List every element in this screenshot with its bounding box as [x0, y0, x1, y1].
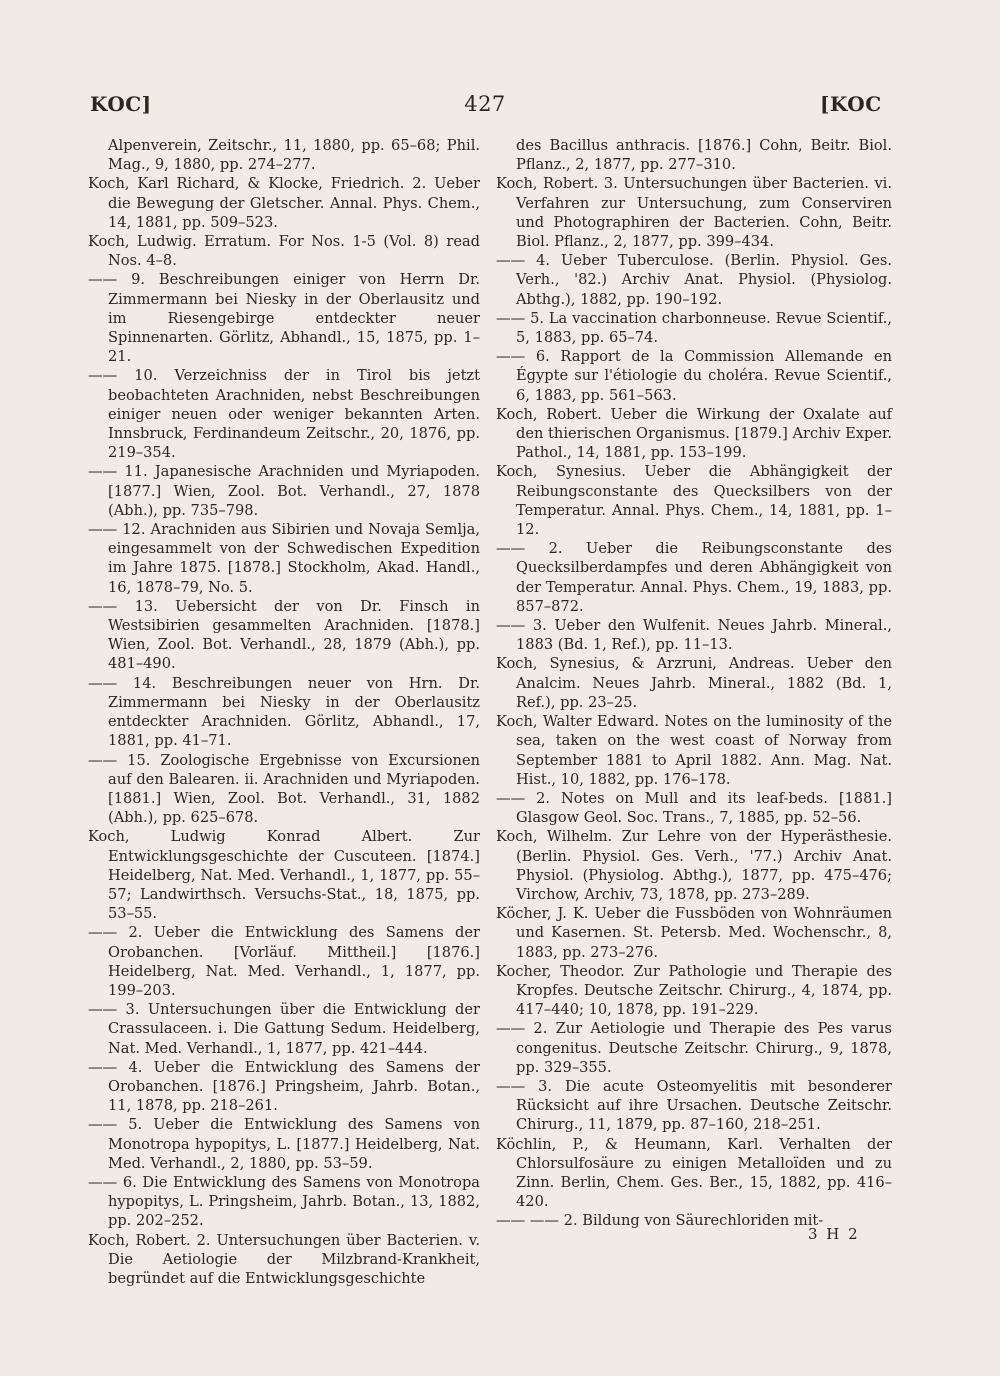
entry: Koch, Robert. 3. Untersuchungen über Bacterien. vi. Verfahren zur Untersuchung, zum Conserviren und Photographiren der Bacterien. Cohn, Beitr. Biol. Pflanz., 2, 1877, pp. 399–434. [496, 175, 892, 251]
entry: —— 5. Ueber die Entwicklung des Samens von Monotropa hypopitys, L. [1877.] Heidelberg, Nat. Med. Verhandl., 2, 1880, pp. 53–59. [88, 1116, 480, 1172]
entry: —— 4. Ueber Tuberculose. (Berlin. Physiol. Ges. Verh., '82.) Archiv Anat. Physiol. (Physiolog. Abthg.), 1882, pp. 190–192. [496, 252, 892, 308]
entry: —— 2. Notes on Mull and its leaf-beds. [1881.] Glasgow Geol. Soc. Trans., 7, 1885, pp. 52–56. [496, 789, 892, 827]
entry: —— 11. Japanesische Arachniden und Myriapoden. [1877.] Wien, Zool. Bot. Verhandl., 27, 1878 (Abh.), pp. 735–798. [88, 463, 480, 519]
entry: Koch, Ludwig. Erratum. For Nos. 1-5 (Vol. 8) read Nos. 4–8. [88, 233, 480, 270]
running-head-right: [KOC [820, 92, 882, 116]
entry: —— 2. Zur Aetiologie und Therapie des Pes varus congenitus. Deutsche Zeitschr. Chirurg., 9, 1878, pp. 329–355. [496, 1020, 892, 1076]
right-column [496, 136, 892, 1231]
entry: —— 6. Rapport de la Commission Allemande en Égypte sur l'étiologie du choléra. Revue Scientif., 6, 1883, pp. 561–563. [496, 348, 892, 404]
entry: Koch, Synesius. Ueber die Abhängigkeit der Reibungsconstante des Quecksilbers von der Temperatur. Annal. Phys. Chem., 14, 1881, pp. 1–12. [496, 463, 892, 539]
entry: —— 2. Ueber die Entwicklung des Samens der Orobanchen. [Vorläuf. Mittheil.] [1876.] Heidelberg, Nat. Med. Verhandl., 1, 1877, pp. 199–203. [88, 924, 480, 999]
entry: —— 14. Beschreibungen neuer von Hrn. Dr. Zimmermann bei Niesky in der Oberlausitz entdeckter Arachniden. Görlitz, Abhandl., 17, 1881, pp. 41–71. [88, 674, 480, 750]
entry: Alpenverein, Zeitschr., 11, 1880, pp. 65–68; Phil. Mag., 9, 1880, pp. 274–277. [108, 137, 480, 174]
running-head-left: KOC] [90, 92, 152, 116]
entry: —— 9. Beschreibungen einiger von Herrn Dr. Zimmermann bei Niesky in der Oberlausitz und im Riesengebirge entdeckter neuer Spinnenarten. Görlitz, Abhandl., 15, 1875, pp. 1–21. [88, 271, 480, 366]
entry: Koch, Walter Edward. Notes on the luminosity of the sea, taken on the west coast of Norway from September 1881 to April 1882. Ann. Mag. Nat. Hist., 10, 1882, pp. 176–178. [496, 713, 892, 788]
entry: —— 12. Arachniden aus Sibirien und Novaja Semlja, eingesammelt von der Schwedischen Expedition im Jahre 1875. [1878.] Stockholm, Akad. Handl., 16, 1878–79, No. 5. [88, 521, 480, 596]
entry: —— 6. Die Entwicklung des Samens von Monotropa hypopitys, L. Pringsheim, Jahrb. Botan., 13, 1882, pp. 202–252. [88, 1173, 480, 1230]
entry: —— 4. Ueber die Entwicklung des Samens der Orobanchen. [1876.] Pringsheim, Jahrb. Botan., 11, 1878, pp. 218–261. [88, 1058, 480, 1115]
entry: Kocher, Theodor. Zur Pathologie und Therapie des Kropfes. Deutsche Zeitschr. Chirurg., 4, 1874, pp. 417–440; 10, 1878, pp. 191–229. [496, 962, 892, 1019]
entry: —— 2. Ueber die Reibungsconstante des Quecksilberdampfes und deren Abhängigkeit von der Temperatur. Annal. Phys. Chem., 19, 1883, pp. 857–872. [496, 540, 892, 615]
entry: Köchlin, P., & Heumann, Karl. Verhalten der Chlorsulfosäure zu einigen Metalloïden und zu Zinn. Berlin, Chem. Ges. Ber., 15, 1882, pp. 416–420. [496, 1135, 892, 1211]
entry: —— 13. Uebersicht der von Dr. Finsch in Westsibirien gesammelten Arachniden. [1878.] Wien, Zool. Bot. Verhandl., 28, 1879 (Abh.), pp. 481–490. [88, 597, 480, 673]
entry: des Bacillus anthracis. [1876.] Cohn, Beitr. Biol. Pflanz., 2, 1877, pp. 277–310. [516, 137, 892, 174]
entry: —— —— 2. Bildung von Säurechloriden mit- [496, 1212, 824, 1230]
page-header [0, 92, 1000, 122]
entry: Koch, Karl Richard, & Klocke, Friedrich. 2. Ueber die Bewegung der Gletscher. Annal. Phys. Chem., 14, 1881, pp. 509–523. [88, 175, 480, 231]
left-column [88, 136, 480, 1288]
entry: Koch, Wilhelm. Zur Lehre von der Hyperästhesie. (Berlin. Physiol. Ges. Verh., '77.) Archiv Anat. Physiol. (Physiolog. Abthg.), 1877, pp. 475–476; Virchow, Archiv, 73, 1878, pp. 273–289. [496, 828, 892, 903]
signature-mark: 3 H 2 [808, 1225, 860, 1243]
entry: —— 5. La vaccination charbonneuse. Revue Scientif., 5, 1883, pp. 65–74. [496, 309, 892, 347]
entry: —— 3. Untersuchungen über die Entwicklung der Crassulaceen. i. Die Gattung Sedum. Heidelberg, Nat. Med. Verhandl., 1, 1877, pp. 421–444. [88, 1001, 480, 1057]
entry: Köcher, J. K. Ueber die Fussböden von Wohnräumen und Kasernen. St. Petersb. Med. Wochenschr., 8, 1883, pp. 273–276. [496, 905, 892, 961]
entry: Koch, Synesius, & Arzruni, Andreas. Ueber den Analcim. Neues Jahrb. Mineral., 1882 (Bd. 1, Ref.), pp. 23–25. [496, 655, 892, 711]
entry: —— 3. Ueber den Wulfenit. Neues Jahrb. Mineral., 1883 (Bd. 1, Ref.), pp. 11–13. [496, 617, 892, 654]
entry: Koch, Robert. 2. Untersuchungen über Bacterien. v. Die Aetiologie der Milzbrand-Krankheit, begründet auf die Entwicklungsgeschichte [88, 1231, 480, 1287]
entry: Koch, Ludwig Konrad Albert. Zur Entwicklungsgeschichte der Cuscuteen. [1874.] Heidelberg, Nat. Med. Verhandl., 1, 1877, pp. 55–57; Landwirthsch. Versuchs-Stat., 18, 1875, pp. 53–55. [88, 828, 480, 923]
entry: —— 15. Zoologische Ergebnisse von Excursionen auf den Balearen. ii. Arachniden und Myriapoden. [1881.] Wien, Zool. Bot. Verhandl., 31, 1882 (Abh.), pp. 625–678. [88, 751, 480, 827]
entry: —— 3. Die acute Osteomyelitis mit besonderer Rücksicht auf ihre Ursachen. Deutsche Zeitschr. Chirurg., 11, 1879, pp. 87–160, 218–251. [496, 1077, 892, 1134]
entry: —— 10. Verzeichniss der in Tirol bis jetzt beobachteten Arachniden, nebst Beschreibungen einiger neuen oder weniger bekannten Arten. Innsbruck, Ferdinandeum Zeitschr., 20, 1876, pp. 219–354. [88, 367, 480, 462]
entry: Koch, Robert. Ueber die Wirkung der Oxalate auf den thierischen Organismus. [1879.] Archiv Exper. Pathol., 14, 1881, pp. 153–199. [496, 405, 892, 462]
page-number: 427 [464, 92, 506, 116]
